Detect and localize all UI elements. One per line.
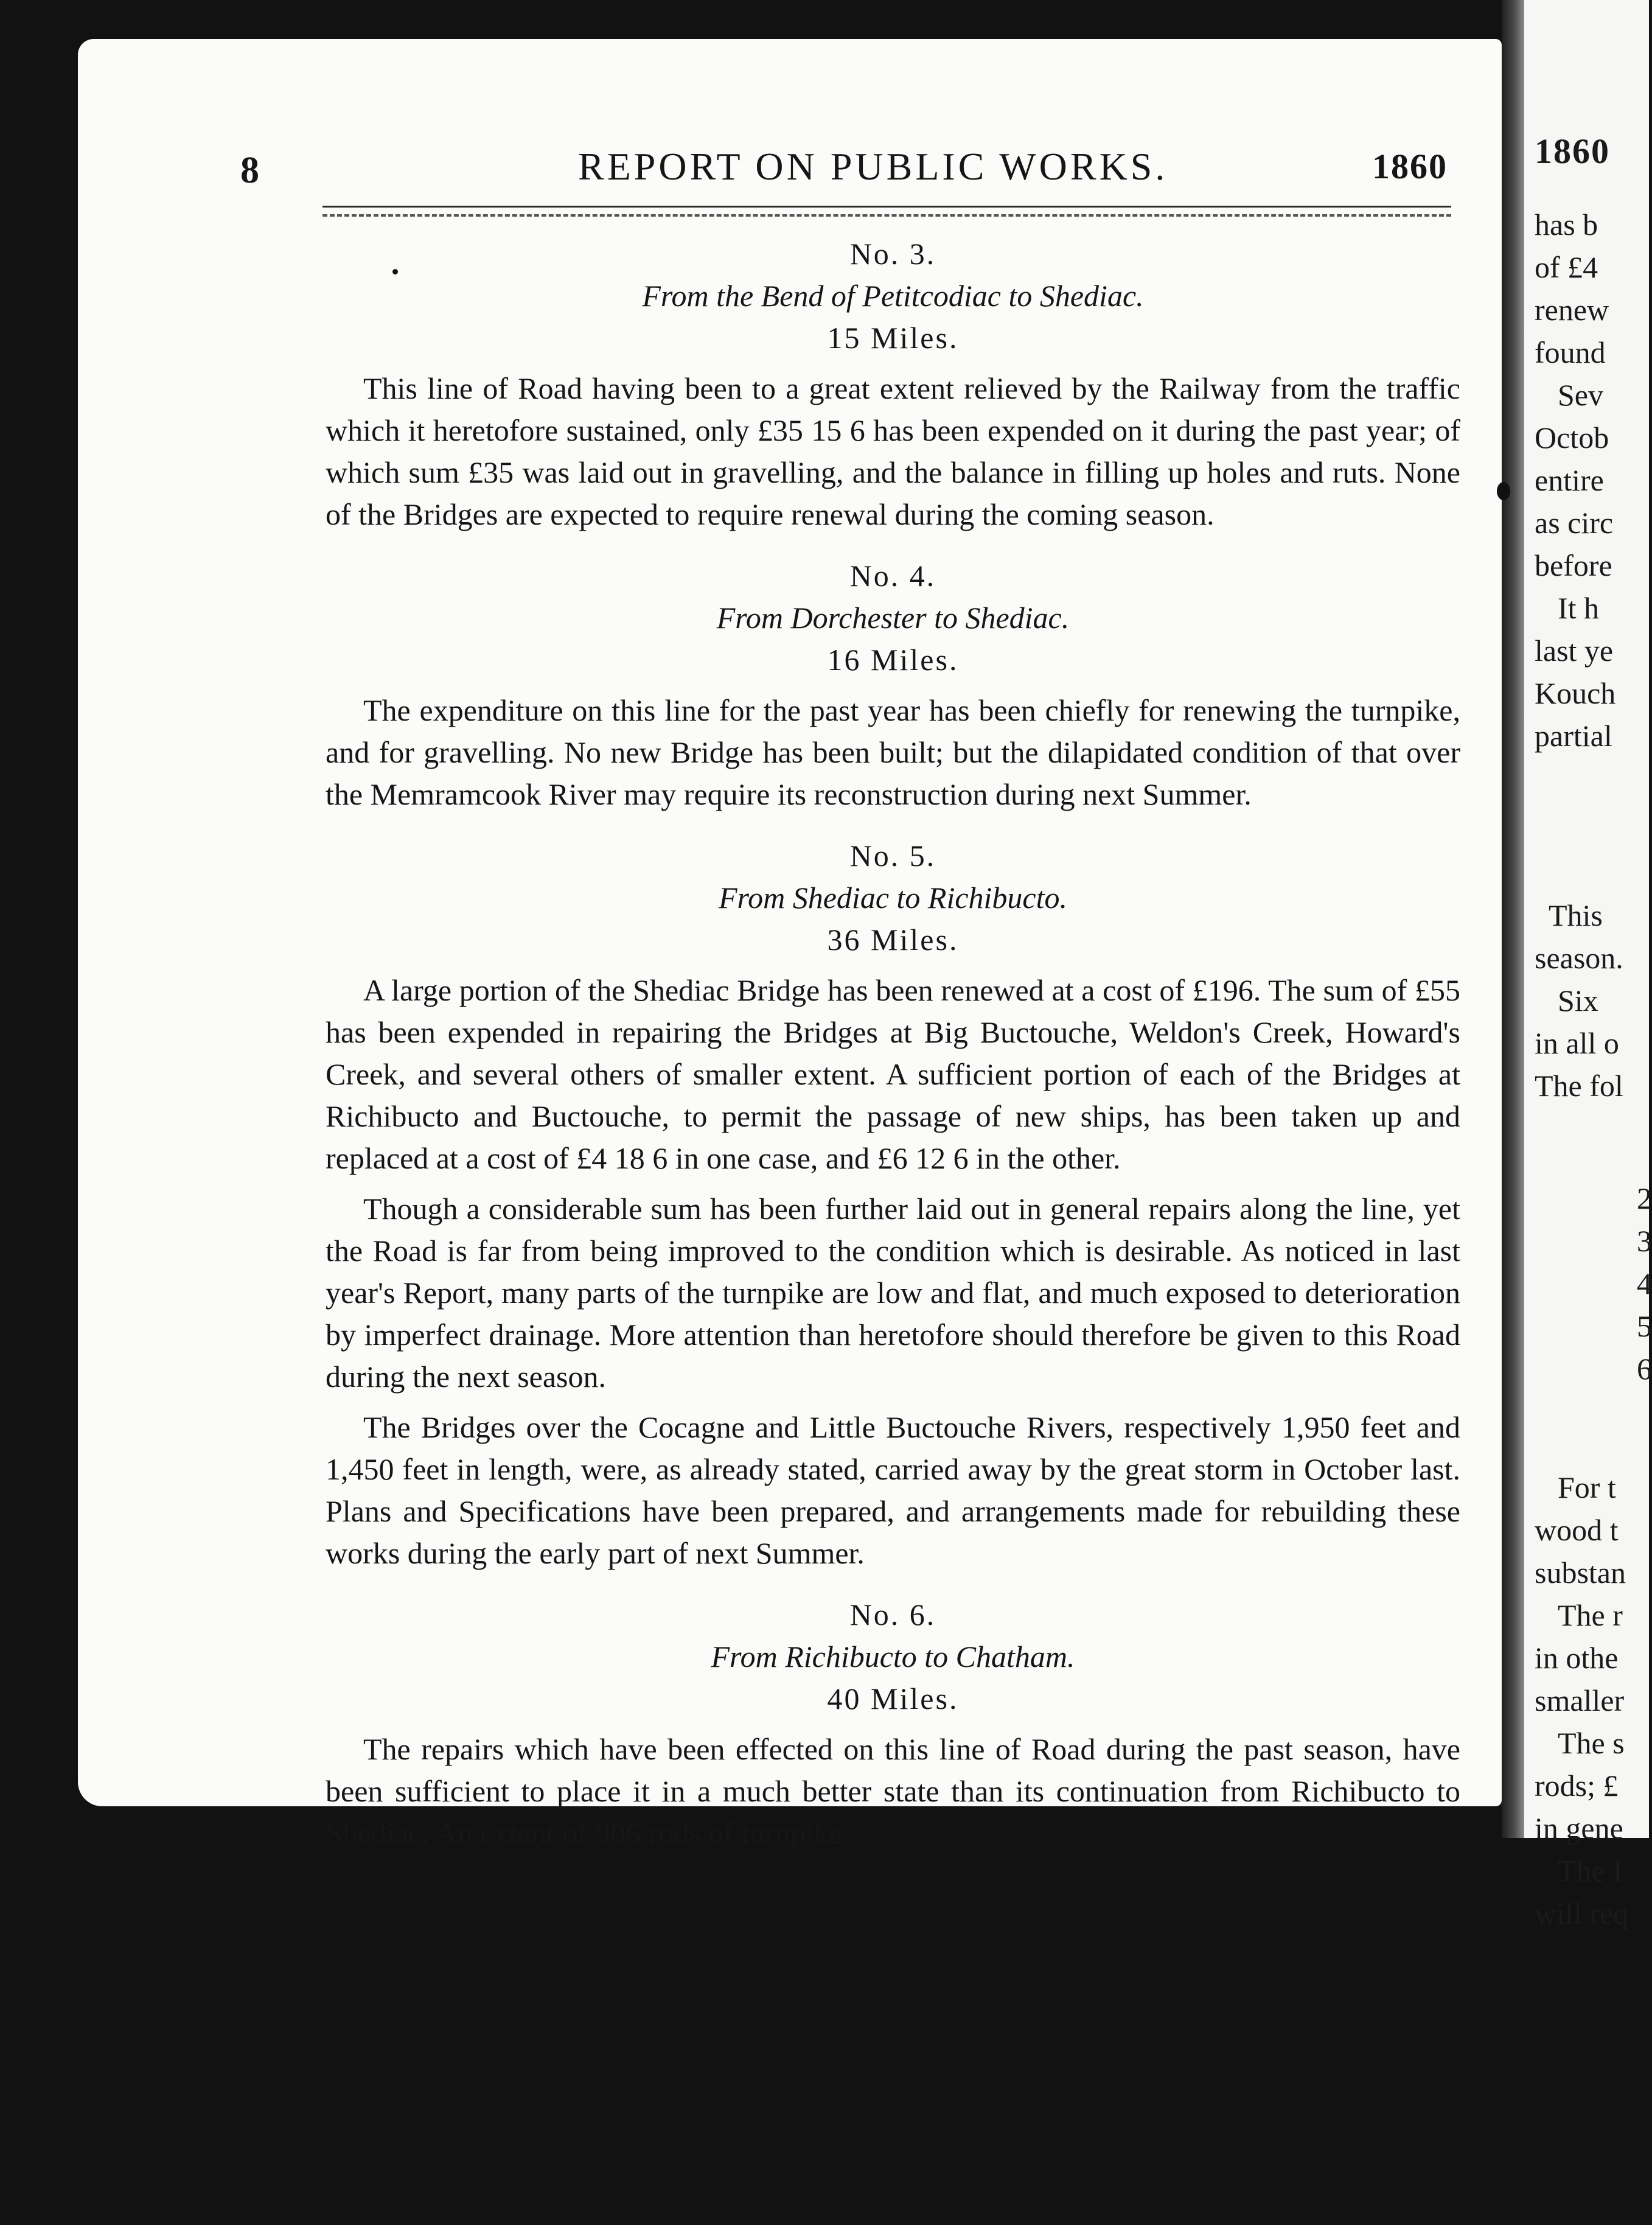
right-page-fragment: The s [1558,1726,1625,1760]
section-subtitle: From the Bend of Petitcodiac to Shediac. [642,279,1144,313]
paragraph: The Bridges over the Cocagne and Little Buctouche Rivers, respectively 1,950 feet and 1,450 feet in length, were, as already stated, carried away by the great storm in October last. Plans and Specifications have been prepared, and arrangements made for rebuilding these works during the early part of next Summer. [326,1410,1460,1570]
right-page-fragment: as circ [1535,506,1614,540]
right-page-fragment: The fol [1535,1069,1623,1103]
section-miles: 15 Miles. [827,321,959,355]
paragraph: This line of Road having been to a great extent relieved by the Railway from the traffic which it heretofore sustained, only £35 15 6 has been expended on it during the past year; of which sum £35 was laid out in gravelling, and the balance in filling up holes and ruts. None of the Bridges are expected to require renewal during the coming season. [326,371,1460,531]
right-page-fragment: renew [1535,293,1609,327]
right-page-fragment: last ye [1535,634,1614,668]
right-page-fragment: in all o [1535,1026,1619,1060]
right-page-fragment: has b [1535,208,1598,242]
right-page-fragment: 6 [1637,1352,1652,1386]
right-page-fragment: substan [1535,1556,1626,1590]
section-number: No. 3. [849,237,936,271]
section-miles: 36 Miles. [827,923,959,957]
header-rule [322,206,1451,208]
right-page-fragment: Octob [1535,421,1609,455]
paragraph: A large portion of the Shediac Bridge has been renewed at a cost of £196. The sum of £55 has been expended in repairing the Bridges at Big Buctouche, Weldon's Creek, Howard's Creek, and several others of smaller extent. A sufficient portion of each of the Bridges at Richibucto and Buctouche, to permit the passage of new ships, has been taken up and replaced at a cost of £4 18 6 in one case, and £6 12 6 in the other. [326,973,1460,1175]
page-body [326,233,1460,1863]
right-page-fragment: found [1535,335,1606,369]
right-page-fragment: will req [1535,1896,1629,1930]
section-number: No. 6. [849,1598,936,1632]
section-no-6 [326,1594,1460,1854]
right-page-fragment: Sev [1558,378,1603,412]
right-page-fragment: smaller [1535,1683,1625,1717]
right-page-fragment: season. [1535,941,1623,975]
section-number: No. 4. [849,559,936,593]
section-subtitle: From Dorchester to Shediac. [716,601,1070,635]
section-miles: 16 Miles. [827,643,959,677]
right-page-fragment: before [1535,548,1612,582]
right-page-fragment: For t [1558,1470,1616,1504]
right-page-fragment: entire [1535,463,1604,497]
right-page-fragment: This [1549,898,1603,932]
right-page-fragment: 2 [1637,1181,1652,1215]
header-rule-dashed [322,214,1451,217]
header-year: 1860 [1372,147,1448,186]
right-page-fragment: rods; £ [1535,1769,1619,1803]
right-page-fragment: partial [1535,719,1612,753]
right-page-fragment: in gene [1535,1811,1623,1845]
section-no-3 [326,233,1460,536]
right-page-fragment: The I [1558,1854,1623,1888]
right-page-fragment: wood t [1535,1513,1619,1547]
section-subtitle: From Richibucto to Chatham. [711,1640,1075,1674]
right-page-fragment: 5 [1637,1309,1652,1343]
paragraph: The repairs which have been effected on this line of Road during the past season, have been sufficient to place it in a much better state than its continuation from Richibucto to Shediac. An extent of 906 rods of turnpike [326,1732,1460,1850]
section-subtitle: From Shediac to Richibucto. [718,881,1068,915]
section-no-4 [326,555,1460,816]
book-spine [1502,0,1524,1838]
right-page-fragment: Six [1558,983,1598,1018]
section-miles: 40 Miles. [827,1682,959,1716]
right-page-fragment: of £4 [1535,250,1598,284]
right-page-fragment: 4 [1637,1266,1652,1301]
page-number: 8 [240,150,259,191]
right-page-fragment: It h [1558,591,1600,625]
right-page-fragment: 3 [1637,1224,1652,1258]
section-no-5 [326,835,1460,1574]
paragraph: The expenditure on this line for the past year has been chiefly for renewing the turnpike, and for gravelling. No new Bridge has been built; but the dilapidated condition of that over the Memramcook River may require its reconstruction during next Summer. [326,693,1460,811]
right-page-year: 1860 [1535,131,1610,171]
section-number: No. 5. [849,839,936,873]
right-page-fragment: in othe [1535,1641,1619,1675]
ink-speck [1497,482,1510,500]
paragraph: Though a considerable sum has been further laid out in general repairs along the line, yet the Road is far from being improved to the condition which is desirable. As noticed in last year's Report, many parts of the turnpike are low and flat, and much exposed to deterioration by imperfect drainage. More attention than heretofore should therefore be given to this Road during the next season. [326,1192,1460,1394]
running-title: REPORT ON PUBLIC WORKS. [578,145,1168,188]
right-page-fragment: Kouch [1535,676,1616,710]
right-page-fragment: The r [1558,1598,1623,1632]
